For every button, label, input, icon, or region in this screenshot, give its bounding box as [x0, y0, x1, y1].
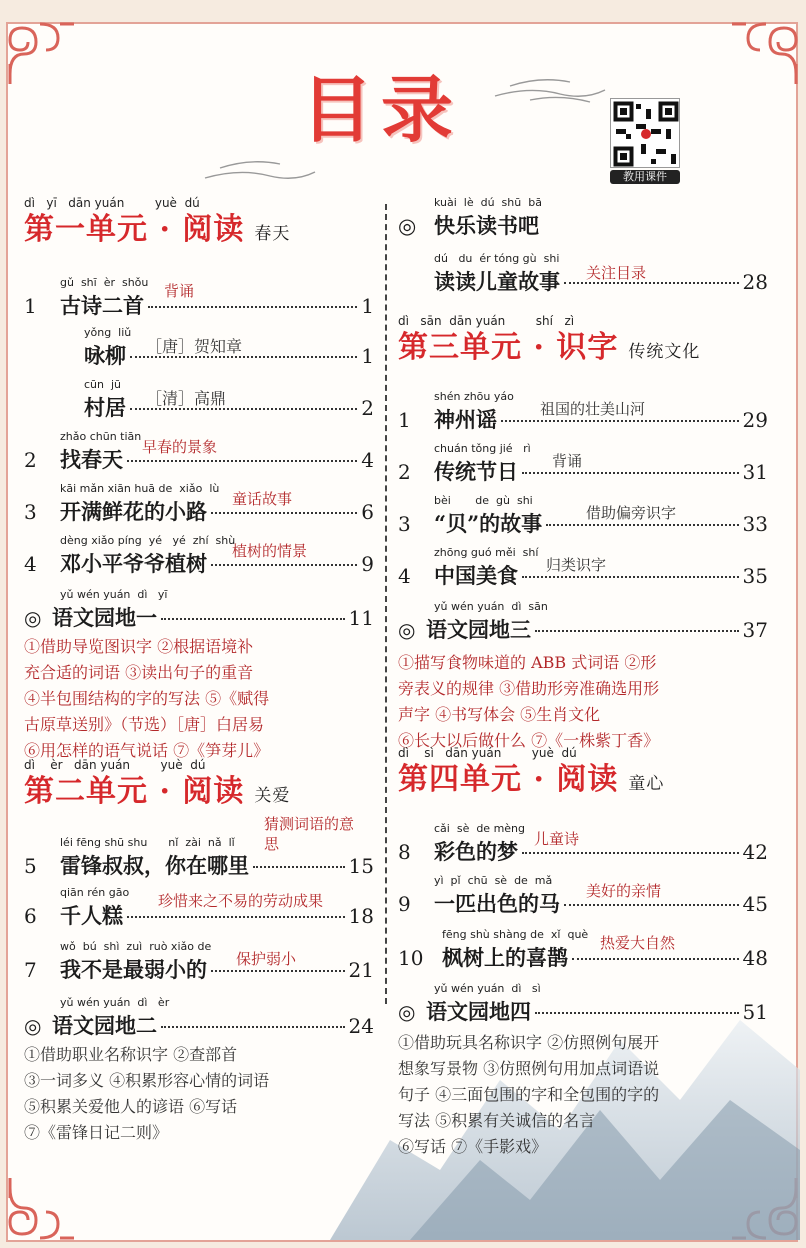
entry-pinyin: yì pǐ chū sè de mǎ	[434, 874, 553, 887]
unit-title: 第一单元 · 阅读	[24, 212, 245, 247]
garden-item-line: 声字 ④书写体会 ⑤生肖文化	[398, 705, 601, 724]
unit-theme: 童心	[628, 774, 665, 794]
garden-item-line: 充合适的词语 ③读出句子的重音	[24, 663, 254, 682]
entry-pinyin: kuài lè dú shū bā	[434, 196, 542, 209]
dot-leader	[161, 618, 345, 620]
entry-note: 植树的情景	[232, 542, 308, 560]
entry-pinyin: yǔ wén yuán dì sān	[434, 600, 548, 613]
entry-pinyin: chuán tǒng jié rì	[434, 442, 531, 455]
entry-title: 中国美食	[434, 563, 518, 588]
entry-pinyin: zhōng guó měi shí	[434, 546, 539, 559]
cloud-ornament-bottom	[200, 148, 320, 188]
garden-2-items	[24, 1042, 379, 1146]
toc-garden-entry[interactable]	[398, 600, 768, 644]
circle-bullet-icon: ◎	[398, 214, 417, 238]
garden-item-line: ①借助职业名称识字 ②查部首	[24, 1045, 238, 1064]
entry-pinyin: bèi de gù shi	[434, 494, 533, 507]
entry-number: 8	[398, 840, 411, 864]
garden-item-line: ①借助导览图识字 ②根据语境补	[24, 637, 254, 656]
garden-item-line: ①描写食物味道的 ABB 式词语 ②形	[398, 653, 657, 672]
entry-number: 6	[24, 904, 37, 928]
unit-pinyin: dì sì dān yuán yuè dú	[398, 746, 577, 760]
entry-page: 45	[742, 892, 768, 916]
toc-garden-entry[interactable]	[24, 996, 374, 1040]
entry-number: 7	[24, 958, 37, 982]
unit-3-heading	[398, 314, 700, 370]
entry-page: 35	[742, 564, 768, 588]
entry-page: 15	[348, 854, 374, 878]
toc-entry[interactable]	[24, 534, 374, 578]
entry-page: 11	[348, 606, 374, 630]
circle-bullet-icon: ◎	[398, 1000, 416, 1024]
entry-title: 神州谣	[434, 407, 497, 432]
entry-poet: ［清］高鼎	[146, 389, 227, 408]
entry-number: 3	[24, 500, 37, 524]
toc-entry[interactable]	[24, 940, 374, 984]
entry-number: 10	[398, 946, 424, 970]
entry-title: 语文园地一	[52, 605, 157, 630]
entry-note: 背诵	[164, 282, 195, 300]
entry-pinyin: yǔ wén yuán dì èr	[60, 996, 170, 1009]
entry-note: 美好的亲情	[586, 882, 662, 900]
unit-theme: 关爱	[254, 786, 291, 806]
garden-item-line: 写法 ⑤积累有关诚信的名言	[398, 1111, 596, 1130]
dot-leader	[572, 958, 739, 960]
entry-title: 枫树上的喜鹊	[442, 945, 568, 970]
entry-page: 1	[361, 294, 374, 318]
unit-pinyin: dì yī dān yuán yuè dú	[24, 196, 200, 210]
entry-title: 村居	[84, 395, 126, 420]
entry-page: 6	[361, 500, 374, 524]
dot-leader	[211, 512, 357, 514]
entry-title: 快乐读书吧	[434, 213, 539, 238]
entry-note: 珍惜来之不易的劳动成果	[158, 892, 324, 910]
qr-code[interactable]	[610, 98, 680, 184]
entry-pinyin: fēng shù shàng de xǐ què	[442, 928, 589, 941]
entry-title: 传统节日	[434, 459, 518, 484]
dot-leader	[535, 630, 739, 632]
entry-title: 语文园地二	[52, 1013, 157, 1038]
entry-note: 借助偏旁识字	[586, 504, 677, 522]
entry-page: 37	[742, 618, 768, 642]
page-title: 目录	[300, 68, 461, 152]
entry-pinyin: wǒ bú shì zuì ruò xiǎo de	[60, 940, 212, 953]
garden-item-line: ④半包围结构的字的写法 ⑤《赋得	[24, 689, 270, 708]
toc-entry[interactable]	[24, 886, 374, 930]
toc-entry[interactable]	[24, 430, 374, 474]
entry-pinyin: léi fēng shū shu nǐ zài nǎ lǐ	[60, 836, 235, 849]
entry-number: 1	[24, 294, 37, 318]
entry-number: 4	[398, 564, 411, 588]
toc-entry[interactable]	[398, 442, 768, 486]
dot-leader	[253, 866, 345, 868]
entry-page: 24	[348, 1014, 374, 1038]
circle-bullet-icon: ◎	[398, 618, 416, 642]
entry-number: 5	[24, 854, 37, 878]
entry-title: 我不是最弱小的	[60, 957, 207, 982]
toc-entry[interactable]	[24, 326, 374, 370]
entry-pinyin: kāi mǎn xiān huā de xiǎo lù	[60, 482, 220, 495]
toc-entry[interactable]	[398, 494, 768, 538]
dot-leader	[546, 524, 738, 526]
entry-page: 4	[361, 448, 374, 472]
garden-item-line: ③一词多义 ④积累形容心情的词语	[24, 1071, 270, 1090]
garden-item-line: ①借助玩具名称识字 ②仿照例句展开	[398, 1033, 660, 1052]
toc-entry[interactable]	[24, 815, 374, 880]
entry-note: 热爱大自然	[600, 934, 676, 952]
entry-pinyin: cūn jū	[84, 378, 122, 391]
garden-item-line: 想象写景物 ③仿照例句用加点词语说	[398, 1059, 660, 1078]
toc-garden-entry[interactable]	[398, 982, 768, 1026]
dot-leader	[127, 460, 357, 462]
garden-item-line: 古原草送别》（节选）［唐］白居易	[24, 715, 265, 734]
entry-pinyin: dèng xiǎo píng yé yé zhí shù	[60, 534, 236, 547]
garden-3-items	[398, 650, 768, 754]
reading-heading[interactable]	[398, 196, 768, 240]
entry-number: 4	[24, 552, 37, 576]
entry-title: 找春天	[60, 447, 123, 472]
unit-title: 第三单元 · 识字	[398, 330, 619, 365]
entry-page: 2	[361, 396, 374, 420]
qr-label: 教用课件	[610, 170, 680, 184]
unit-pinyin: dì sān dān yuán shí zì	[398, 314, 575, 328]
entry-page: 42	[742, 840, 768, 864]
dot-leader	[522, 576, 739, 578]
entry-page: 28	[742, 270, 768, 294]
entry-number: 9	[398, 892, 411, 916]
dot-leader	[127, 916, 345, 918]
garden-item-line: ⑥长大以后做什么 ⑦《一株紫丁香》	[398, 731, 660, 750]
dot-leader	[501, 420, 739, 422]
entry-page: 31	[742, 460, 768, 484]
dot-leader	[522, 472, 739, 474]
dot-leader	[522, 852, 739, 854]
unit-theme: 春天	[254, 224, 291, 244]
entry-page: 18	[348, 904, 374, 928]
entry-note: 保护弱小	[236, 950, 297, 968]
garden-item-line: 旁表义的规律 ③借助形旁准确选用形	[398, 679, 660, 698]
garden-4-items	[398, 1030, 768, 1160]
entry-title: 古诗二首	[60, 293, 144, 318]
entry-pinyin: zhǎo chūn tiān	[60, 430, 142, 443]
entry-poet: ［唐］贺知章	[146, 337, 243, 356]
entry-title: 一匹出色的马	[434, 891, 560, 916]
entry-note: 儿童诗	[534, 830, 580, 848]
entry-pinyin: dú du ér tóng gù shi	[434, 252, 560, 265]
entry-page: 48	[742, 946, 768, 970]
entry-page: 1	[361, 344, 374, 368]
unit-theme: 传统文化	[628, 342, 701, 362]
entry-title: 语文园地三	[426, 617, 531, 642]
entry-title: 千人糕	[60, 903, 123, 928]
entry-note: 童话故事	[232, 490, 293, 508]
entry-note: 猜测词语的意思	[264, 815, 355, 853]
circle-bullet-icon: ◎	[24, 606, 42, 630]
entry-page: 33	[742, 512, 768, 536]
entry-pinyin: shén zhōu yáo	[434, 390, 514, 403]
unit-1-heading	[24, 196, 290, 252]
entry-title: 彩色的梦	[434, 839, 518, 864]
corner-ornament-bottom-left	[0, 1170, 78, 1248]
toc-entry[interactable]	[398, 546, 768, 590]
dot-leader	[211, 564, 357, 566]
toc-entry[interactable]	[24, 378, 374, 422]
garden-item-line: ⑦《雷锋日记二则》	[24, 1123, 169, 1142]
entry-note: 祖国的壮美山河	[540, 400, 646, 418]
entry-pinyin: qiān rén gāo	[60, 886, 130, 899]
entry-title: 开满鲜花的小路	[60, 499, 207, 524]
dot-leader	[211, 970, 345, 972]
toc-entry[interactable]	[398, 874, 768, 918]
entry-title: 读读儿童故事	[434, 269, 560, 294]
column-divider	[385, 204, 387, 1004]
entry-title: 语文园地四	[426, 999, 531, 1024]
entry-pinyin: yǔ wén yuán dì sì	[434, 982, 541, 995]
dot-leader	[535, 1012, 739, 1014]
toc-entry[interactable]	[24, 482, 374, 526]
garden-1-items	[24, 634, 379, 764]
qr-code-image	[610, 98, 680, 168]
entry-note: 早春的景象	[142, 438, 218, 456]
toc-entry[interactable]	[398, 822, 768, 866]
entry-page: 51	[742, 1000, 768, 1024]
entry-note: 归类识字	[546, 556, 607, 574]
entry-title: “贝”的故事	[434, 511, 543, 536]
entry-pinyin: yǔ wén yuán dì yī	[60, 588, 168, 601]
entry-pinyin: gǔ shī èr shǒu	[60, 276, 149, 289]
toc-entry[interactable]	[398, 252, 768, 296]
garden-item-line: ⑥用怎样的语气说话 ⑦《笋芽儿》	[24, 741, 270, 760]
entry-number: 3	[398, 512, 411, 536]
unit-title: 第二单元 · 阅读	[24, 774, 245, 809]
entry-title: 邓小平爷爷植树	[60, 551, 207, 576]
toc-entry[interactable]	[24, 276, 374, 320]
unit-2-heading	[24, 758, 290, 814]
dot-leader	[148, 306, 357, 308]
entry-page: 9	[361, 552, 374, 576]
toc-garden-entry[interactable]	[24, 588, 374, 632]
entry-page: 29	[742, 408, 768, 432]
unit-pinyin: dì èr dān yuán yuè dú	[24, 758, 206, 772]
entry-note: 关注目录	[586, 264, 647, 282]
entry-number: 1	[398, 408, 411, 432]
entry-pinyin: yǒng liǔ	[84, 326, 132, 339]
garden-item-line: ⑥写话 ⑦《手影戏》	[398, 1137, 548, 1156]
unit-4-heading	[398, 746, 664, 802]
entry-number: 2	[398, 460, 411, 484]
dot-leader	[564, 904, 739, 906]
toc-entry[interactable]	[398, 928, 768, 972]
entry-pinyin: cǎi sè de mèng	[434, 822, 526, 835]
garden-item-line: ⑤积累关爱他人的谚语 ⑥写话	[24, 1097, 238, 1116]
entry-title: 雷锋叔叔，你在哪里	[60, 853, 249, 878]
toc-entry[interactable]	[398, 390, 768, 434]
entry-page: 21	[348, 958, 374, 982]
garden-item-line: 句子 ④三面包围的字和全包围的字的	[398, 1085, 660, 1104]
corner-ornament-top-right	[728, 14, 806, 92]
circle-bullet-icon: ◎	[24, 1014, 42, 1038]
dot-leader	[161, 1026, 345, 1028]
entry-number: 2	[24, 448, 37, 472]
cloud-ornament-top	[490, 66, 610, 106]
corner-ornament-top-left	[0, 14, 78, 92]
entry-title: 咏柳	[84, 343, 126, 368]
unit-title: 第四单元 · 阅读	[398, 762, 619, 797]
entry-note: 背诵	[552, 452, 583, 470]
